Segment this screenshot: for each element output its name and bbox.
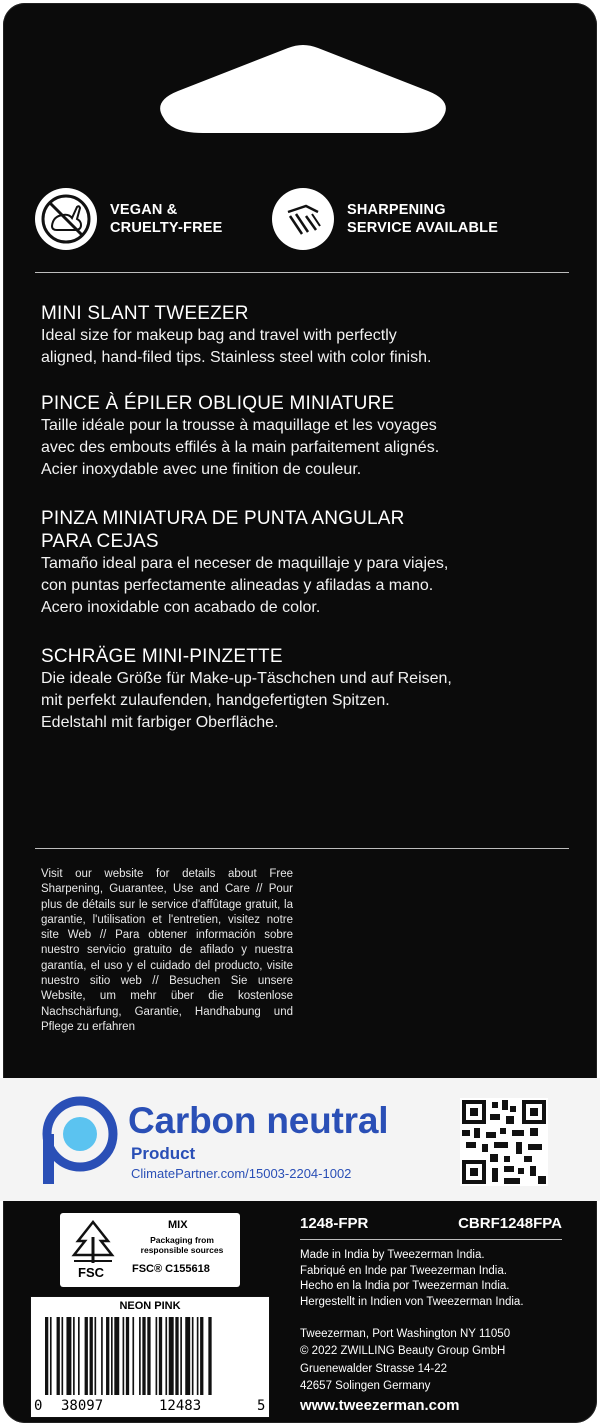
barcode-bar <box>90 1317 93 1395</box>
qr-code[interactable] <box>460 1098 548 1186</box>
description-german <box>41 645 571 734</box>
barcode-bar <box>101 1317 103 1395</box>
vegan-badge <box>35 188 223 250</box>
barcode-bar <box>78 1317 80 1395</box>
barcode-bar <box>147 1317 150 1395</box>
description-heading: PINZA MINIATURA DE PUNTA ANGULAR <box>41 508 405 529</box>
fsc-label: FSC <box>78 1265 104 1280</box>
description-spanish <box>41 507 571 619</box>
hang-hole <box>3 3 597 153</box>
description-line: con puntas perfectamente alineadas y afiladas a mano. <box>41 577 434 594</box>
barcode-box <box>30 1296 270 1418</box>
barcode-bar <box>197 1317 199 1395</box>
bottom-left-panel <box>0 1201 290 1423</box>
barcode-bar <box>106 1317 109 1395</box>
carbon-neutral-product: Product <box>131 1144 196 1163</box>
barcode-bar <box>200 1317 203 1395</box>
barcode-bar <box>139 1317 141 1395</box>
fsc-box <box>60 1213 240 1287</box>
barcode-bar <box>156 1317 158 1395</box>
product-code-right: CBRF1248FPA <box>458 1215 562 1232</box>
description-line: Acero inoxidable con acabado de color. <box>41 599 321 616</box>
sharpening-badge <box>272 188 498 250</box>
barcode-bar <box>85 1317 88 1395</box>
product-codes <box>300 1215 562 1232</box>
barcode-bar <box>180 1317 182 1395</box>
divider-middle <box>35 848 569 849</box>
description-line: Taille idéale pour la trousse à maquillage et les voyages <box>41 417 437 434</box>
barcode-bar <box>159 1317 162 1395</box>
barcode-bar <box>62 1317 64 1395</box>
barcode-bar <box>57 1317 60 1395</box>
fsc-mix: MIX <box>168 1219 188 1231</box>
climate-partner-logo-icon <box>40 1094 120 1186</box>
barcode-bar <box>50 1317 52 1395</box>
barcode-bar <box>208 1317 211 1395</box>
barcode-bar <box>142 1317 145 1395</box>
barcode-bar <box>111 1317 113 1395</box>
fsc-code: FSC® C155618 <box>132 1263 210 1275</box>
barcode-left-digit: 0 <box>34 1398 43 1414</box>
description-line: Edelstahl mit farbiger Oberfläche. <box>41 714 279 731</box>
description-line: Ideal size for makeup bag and travel with perfectly <box>41 327 397 344</box>
website-link[interactable]: www.tweezerman.com <box>300 1397 460 1414</box>
description-line: Acier inoxydable avec une finition de couleur. <box>41 461 362 478</box>
barcode-group-2: 12483 <box>159 1398 202 1414</box>
barcode-bar <box>95 1317 97 1395</box>
barcode-right-digit: 5 <box>257 1398 266 1414</box>
description-heading: MINI SLANT TWEEZER <box>41 303 249 324</box>
description-french <box>41 392 571 481</box>
feature-badges <box>35 188 575 254</box>
product-code-left: 1248-FPR <box>300 1215 369 1232</box>
barcode-bar <box>175 1317 178 1395</box>
description-heading: PINCE À ÉPILER OBLIQUE MINIATURE <box>41 393 395 414</box>
barcode-bar <box>192 1317 194 1395</box>
barcode-bar <box>165 1317 167 1395</box>
description-line: Die ideale Größe für Make-up-Täschchen und auf Reisen, <box>41 670 452 687</box>
barcode-bar <box>132 1317 134 1395</box>
description-heading: SCHRÄGE MINI-PINZETTE <box>41 646 283 667</box>
color-name: NEON PINK <box>119 1300 181 1312</box>
barcode-bar <box>45 1317 48 1395</box>
description-english <box>41 302 571 369</box>
vegan-label: VEGAN & CRUELTY-FREE <box>110 202 223 236</box>
tweezer-sharpening-icon <box>272 188 334 250</box>
legal-text: Visit our website for details about Free Sharpening, Guarantee, Use and Care // Pour plus de détails sur le service d'affûtage gratuit, la garantie, l'utilisation et l'entretien, visitez notre site Web // Para obtener información sobre nuestro servicio gratuito de afilado y nuestra garantía, el uso y el cuidado del producto, visite nuestro sitio web // Besuchen Sie unsere Website, um mehr über die kostenlose Nachschärfung, Garantie, Handhabung und Pflege zu erfahren <box>41 868 293 1033</box>
barcode <box>45 1317 255 1403</box>
description-line: avec des embouts effilés à la main parfaitement alignés. <box>41 439 440 456</box>
sharpening-label: SHARPENING SERVICE AVAILABLE <box>347 202 499 236</box>
divider-top <box>35 272 569 273</box>
description-line: mit perfekt zulaufenden, handgefertigten Spitzen. <box>41 692 390 709</box>
no-rabbit-icon <box>35 188 97 250</box>
divider-info <box>300 1239 562 1240</box>
barcode-bar <box>66 1317 71 1395</box>
description-heading-line2: PARA CEJAS <box>41 531 159 552</box>
barcode-group-1: 38097 <box>61 1398 104 1414</box>
carbon-neutral-title: Carbon neutral <box>128 1100 389 1141</box>
fsc-tree-icon <box>68 1219 118 1265</box>
company-address: Tweezerman, Port Washington NY 11050 © 2022 ZWILLING Beauty Group GmbH Gruenewalder Strasse 14-22 42657 Solingen Germany <box>300 1328 511 1392</box>
fsc-packaging: Packaging from responsible sources <box>140 1235 224 1255</box>
barcode-bar <box>126 1317 129 1395</box>
carbon-neutral-banner <box>0 1078 600 1201</box>
barcode-bar <box>73 1317 75 1395</box>
climate-partner-link[interactable]: ClimatePartner.com/15003-2204-1002 <box>131 1166 352 1181</box>
barcode-bar <box>169 1317 174 1395</box>
barcode-bar <box>185 1317 190 1395</box>
barcode-bar <box>123 1317 125 1395</box>
barcode-bar <box>114 1317 119 1395</box>
description-line: aligned, hand-filed tips. Stainless steel with color finish. <box>41 349 432 366</box>
made-in-text: Made in India by Tweezerman India. Fabriqué en Inde par Tweezerman India. Hecho en la India por Tweezerman India. Hergestellt in Indien von Tweezerman India. <box>300 1249 524 1308</box>
description-line: Tamaño ideal para el neceser de maquillaje y para viajes, <box>41 555 449 572</box>
